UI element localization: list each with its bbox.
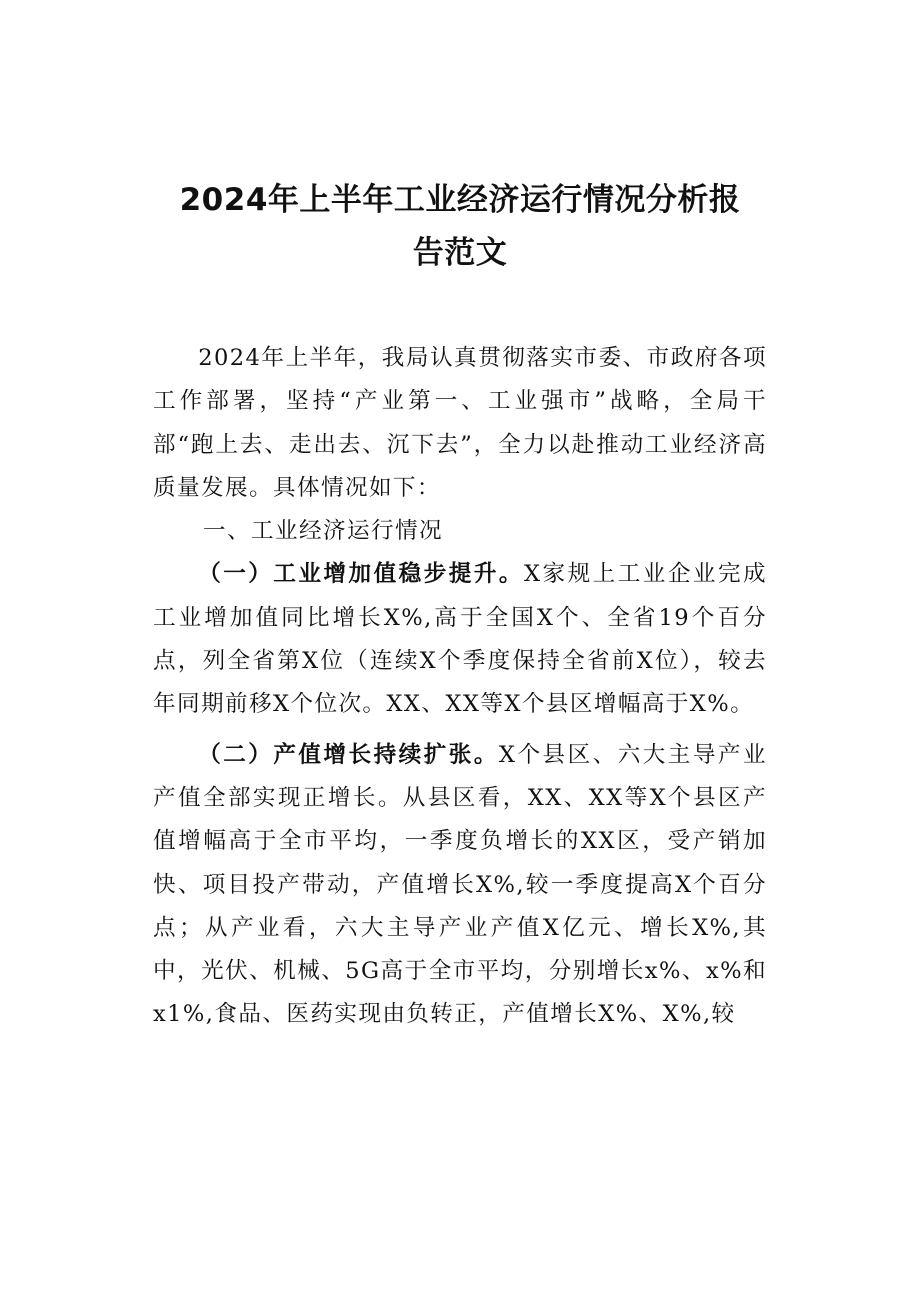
subsection-1-lead: （一）工业增加值稳步提升。 [198,561,524,588]
title-line-1: 2024年上半年工业经济运行情况分析报 [179,182,741,218]
document-title [120,174,800,280]
title-line-2: 告范文 [412,235,508,271]
subsection-2-text: X个县区、六大主导产业产值全部实现正增长。从县区看，XX、XX等X个县区产值增幅高于全市平均，一季度负增长的XX区，受产销加快、项目投产带动，产值增长X%,较一季度提高X个百分点；从产业看，六大主导产业产值X亿元、增长X%,其中，光伏、机械、5G高于全市平均，分别增长x%、x%和x1%,食品、医药实现由负转正，产值增长X%、X%,较 [153,741,767,1028]
section-1-heading: 一、工业经济运行情况 [203,518,443,545]
paragraph-gap [153,727,767,734]
subsection-2-lead: （二）产值增长持续扩张。 [198,741,499,768]
subsection-2-paragraph [153,734,767,1037]
subsection-1-paragraph [153,553,767,726]
document-body [153,337,767,1037]
subsection-1-text: X家规上工业企业完成工业增加值同比增长X%,高于全国X个、全省19个百分点，列全省第X位（连续X个季度保持全省前X位），较去年同期前移X个位次。XX、XX等X个县区增幅高于X%。 [153,561,767,718]
intro-paragraph: 2024年上半年，我局认真贯彻落实市委、市政府各项工作部署，坚持“产业第一、工业强市”战略，全局干部“跑上去、走出去、沉下去”，全力以赴推动工业经济高质量发展。具体情况如下： [153,345,767,501]
